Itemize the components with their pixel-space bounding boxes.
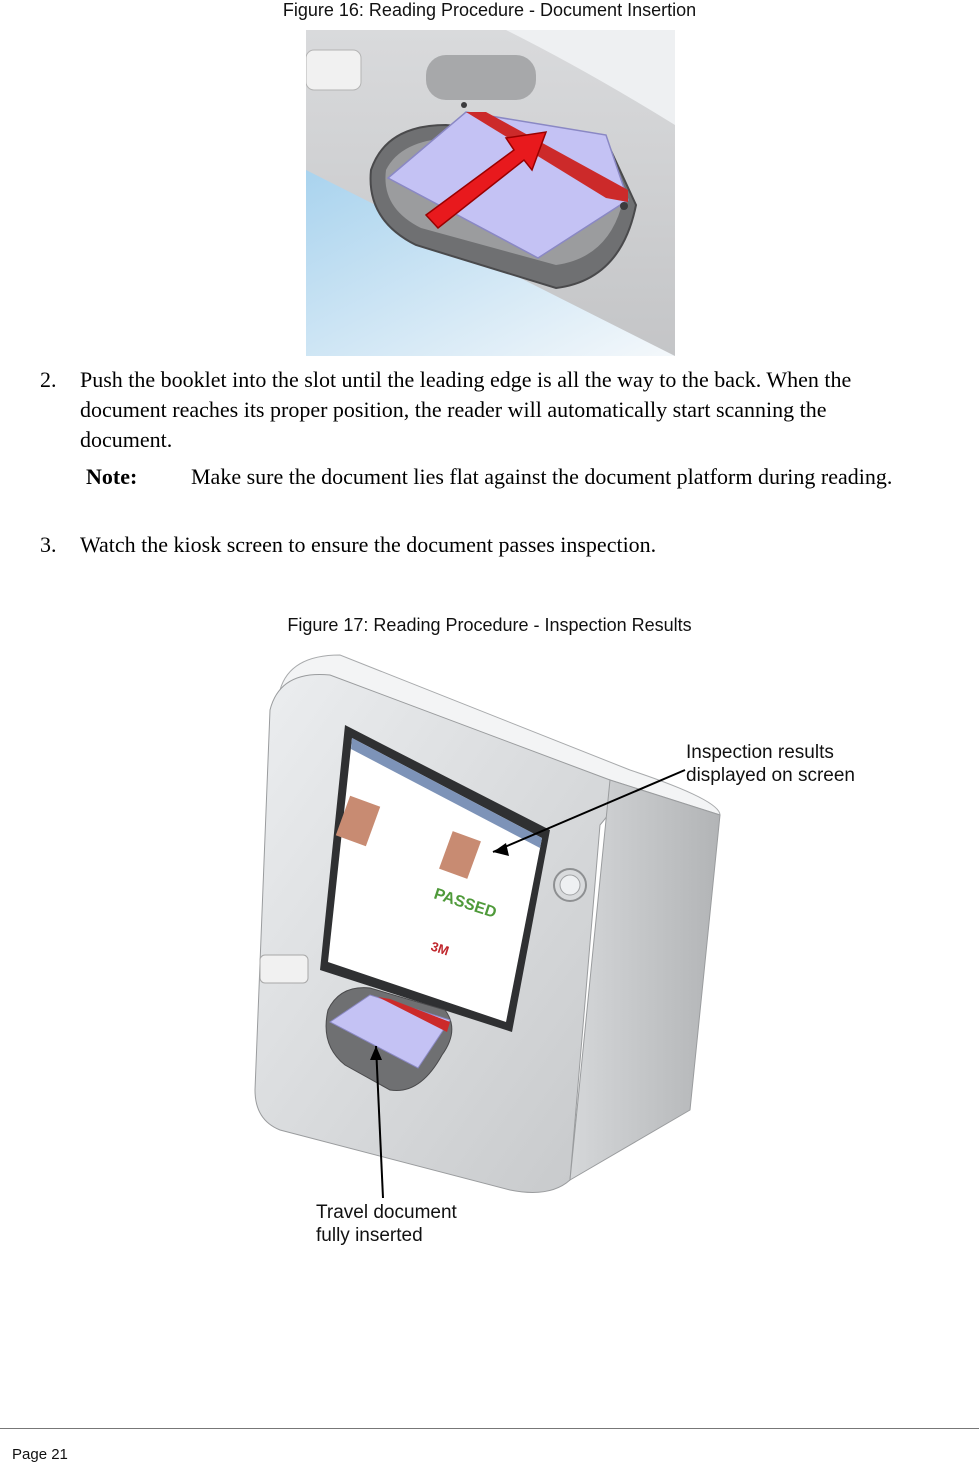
page-number: Page 21: [12, 1446, 68, 1463]
passed-badge: PASSED: [431, 885, 499, 922]
figure-16-caption: Figure 16: Reading Procedure - Document Insertion: [282, 0, 697, 20]
step-text: Push the booklet into the slot until the leading edge is all the way to the back. When the document reaches its proper position, the reader will automatically start scanning the document.: [80, 367, 852, 452]
leader-line-travel: [376, 1046, 383, 1198]
arrowhead-travel: [370, 1046, 382, 1060]
callout-travel-document: Travel document fully inserted: [316, 1202, 457, 1246]
arrowhead-inspection: [493, 843, 509, 856]
3m-logo: 3M: [429, 938, 451, 959]
callout-inspection-results: Inspection results displayed on screen: [686, 742, 855, 786]
step-number: 2.: [40, 367, 57, 392]
figure-17-caption: Figure 17: Reading Procedure - Inspection Results: [287, 615, 692, 635]
leader-line-inspection: [493, 770, 685, 852]
note-label: Note:: [86, 464, 138, 489]
step-text: Watch the kiosk screen to ensure the document passes inspection.: [80, 532, 657, 557]
step-number: 3.: [40, 532, 57, 557]
footer-rule: [0, 1428, 979, 1429]
note-text: Make sure the document lies flat against the document platform during reading.: [191, 464, 893, 489]
